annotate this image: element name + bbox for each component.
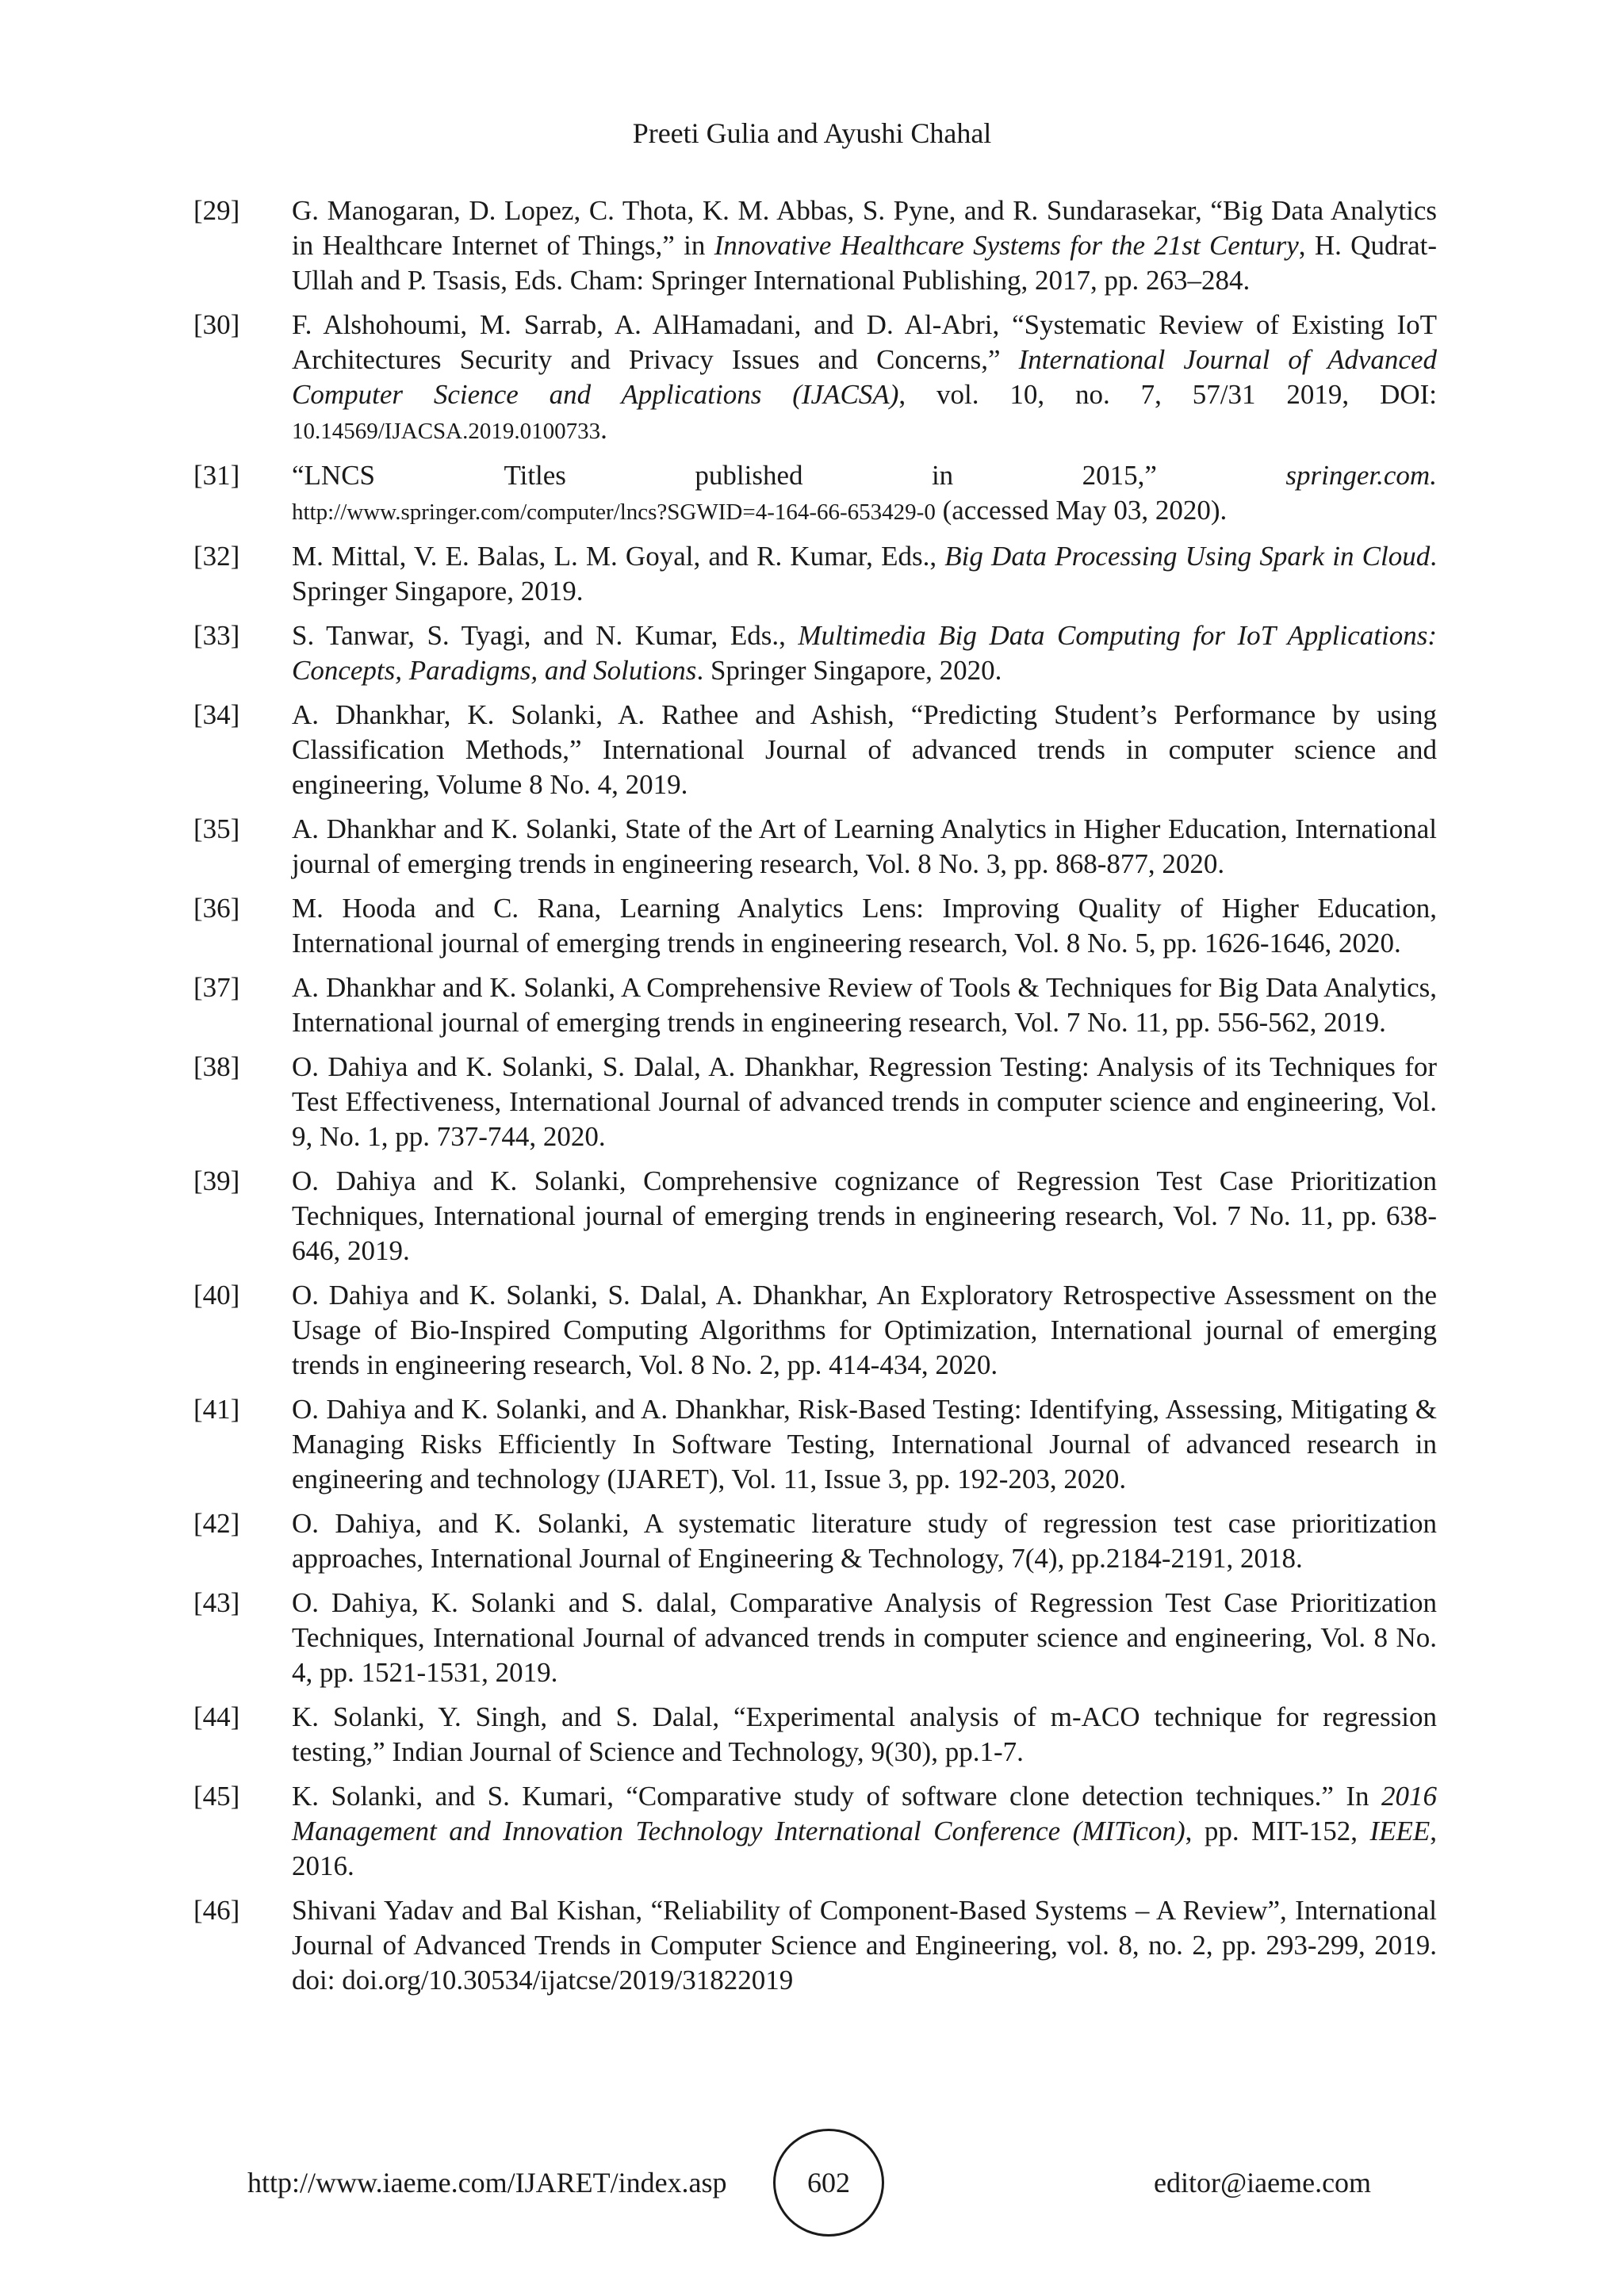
reference-number: [45] — [193, 1781, 240, 1812]
reference-segment: . — [600, 414, 607, 445]
reference-word: published — [695, 460, 803, 491]
running-header: Preeti Gulia and Ayushi Chahal — [632, 117, 992, 149]
reference-segment: , H. Qudrat-Ullah and P. Tsasis, Eds. Cham: Springer International Publishing, 2017, pp. 263–284. — [292, 230, 1438, 296]
reference-segment: A. Dhankhar, K. Solanki, A. Rathee and Ashish, “Predicting Student’s Performance by using Classification Methods,” International Journal of advanced trends in computer science and engineering, Volume 8 No. 4, 2019. — [292, 699, 1437, 800]
reference-text — [292, 1506, 1437, 1576]
reference-body — [292, 1164, 1437, 1269]
reference-body — [292, 1700, 1437, 1770]
reference-body — [292, 193, 1437, 298]
reference-segment: A. Dhankhar and K. Solanki, A Comprehensive Review of Tools & Techniques for Big Data Analytics, International journal of emerging trends in engineering research, Vol. 7 No. 11, pp. 556-562, 2019. — [292, 972, 1437, 1038]
reference-segment: http://www.springer.com/computer/lncs?SGWID=4-164-66-653429-0 — [292, 499, 936, 525]
reference-number: [44] — [193, 1701, 240, 1732]
reference-segment: O. Dahiya and K. Solanki, S. Dalal, A. Dhankhar, An Exploratory Retrospective Assessment on the Usage of Bio-Inspired Computing Algorithms for Optimization, International journal of emerging trends in engineering research, Vol. 8 No. 2, pp. 414-434, 2020. — [292, 1280, 1437, 1380]
reference-segment: O. Dahiya, K. Solanki and S. dalal, Comparative Analysis of Regression Test Case Prioritization Techniques, International Journal of advanced trends in computer science and engineering, Vol. 8 No. 4, pp. 1521-1531, 2019. — [292, 1587, 1437, 1688]
reference-text — [292, 1586, 1437, 1690]
reference-number: [30] — [193, 309, 240, 340]
reference-segment: K. Solanki, Y. Singh, and S. Dalal, “Experimental analysis of m-ACO technique for regression testing,” Indian Journal of Science and Technology, 9(30), pp.1-7. — [292, 1701, 1437, 1767]
reference-body — [292, 1779, 1437, 1884]
reference-number: [42] — [193, 1508, 240, 1539]
reference-segment: M. Hooda and C. Rana, Learning Analytics Lens: Improving Quality of Higher Education, International journal of emerging trends in engineering research, Vol. 8 No. 5, pp. 1626-1646, 2020. — [292, 893, 1437, 959]
reference-item — [193, 1050, 1437, 1154]
reference-segment: K. Solanki, and S. Kumari, “Comparative study of software clone detection techniques.” In — [292, 1781, 1381, 1812]
reference-word: 2015,” — [1082, 460, 1157, 491]
reference-italic-segment: Big Data Processing Using Spark in Cloud — [944, 541, 1431, 572]
reference-item — [193, 1779, 1437, 1884]
reference-segment: , pp. MIT-152, — [1185, 1816, 1370, 1846]
reference-text — [292, 1779, 1437, 1884]
reference-body — [292, 1893, 1437, 1998]
reference-item — [193, 618, 1437, 688]
reference-italic-segment: Multimedia Big Data Computing for IoT Applications: Concepts, Paradigms, and Solutions — [292, 620, 1438, 686]
reference-spread-line — [292, 458, 1437, 493]
reference-text — [292, 891, 1437, 961]
reference-text — [292, 1278, 1437, 1383]
reference-text — [292, 812, 1437, 882]
reference-text — [292, 1893, 1437, 1998]
reference-italic-segment: IEEE — [1369, 1816, 1431, 1846]
reference-text — [292, 618, 1437, 688]
reference-body — [292, 1392, 1437, 1497]
reference-segment: (accessed May 03, 2020). — [935, 495, 1228, 526]
reference-body — [292, 698, 1437, 802]
reference-item — [193, 698, 1437, 802]
reference-number: [33] — [193, 620, 240, 651]
reference-segment: O. Dahiya and K. Solanki, and A. Dhankhar, Risk-Based Testing: Identifying, Assessing, Mitigating & Managing Risks Efficiently In Software Testing, International Journal of advanced research in engineering and technology (IJARET), Vol. 11, Issue 3, pp. 192-203, 2020. — [292, 1394, 1437, 1494]
reference-segment: M. Mittal, V. E. Balas, L. M. Goyal, and R. Kumar, Eds., — [292, 541, 945, 572]
reference-item — [193, 812, 1437, 882]
page-number-circle — [773, 2129, 884, 2237]
reference-number: [36] — [193, 893, 240, 924]
reference-number: [31] — [193, 460, 240, 491]
footer-email[interactable]: editor@iaeme.com — [1154, 2167, 1372, 2198]
reference-number: [43] — [193, 1587, 240, 1618]
reference-number: [46] — [193, 1895, 240, 1926]
reference-segment: S. Tanwar, S. Tyagi, and N. Kumar, Eds., — [292, 620, 799, 651]
reference-segment: G. Manogaran, D. Lopez, C. Thota, K. M. Abbas, S. Pyne, and R. Sundarasekar, “Big Data Analytics in Healthcare Internet of Things,” in — [292, 195, 1437, 261]
reference-segment: Shivani Yadav and Bal Kishan, “Reliability of Component-Based Systems – A Review”, International Journal of Advanced Trends in Computer Science and Engineering, vol. 8, no. 2, pp. 293-299, 2019. doi: doi.org/10.30534/ijatcse/2019/31822019 — [292, 1895, 1437, 1996]
reference-item — [193, 1392, 1437, 1497]
reference-segment: O. Dahiya, and K. Solanki, A systematic literature study of regression test case prioritization approaches, International Journal of Engineering & Technology, 7(4), pp.2184-2191, 2018. — [292, 1508, 1437, 1574]
reference-text — [292, 1050, 1437, 1154]
reference-item — [193, 1586, 1437, 1690]
reference-word: “LNCS — [292, 460, 375, 491]
reference-italic-segment: International Journal of Advanced Computer Science and Applications (IJACSA) — [292, 344, 1437, 410]
reference-word: in — [931, 460, 954, 491]
reference-number: [32] — [193, 541, 240, 572]
reference-segment: , vol. 10, no. 7, 57/31 2019, DOI: — [898, 379, 1438, 410]
reference-number: [37] — [193, 972, 240, 1003]
reference-item — [193, 1893, 1437, 1998]
reference-body — [292, 493, 1437, 530]
reference-body — [292, 1050, 1437, 1154]
reference-body — [292, 891, 1437, 961]
reference-number: [29] — [193, 195, 240, 226]
reference-text — [292, 458, 1437, 530]
reference-item — [193, 193, 1437, 298]
reference-word: springer.com. — [1285, 460, 1437, 491]
reference-body — [292, 1506, 1437, 1576]
reference-segment: F. Alshohoumi, M. Sarrab, A. AlHamadani, and D. Al-Abri, “Systematic Review of Existing IoT Architectures Security and Privacy Issues and Concerns,” — [292, 309, 1437, 375]
reference-segment: . Springer Singapore, 2020. — [696, 655, 1002, 686]
reference-text — [292, 193, 1437, 298]
reference-text — [292, 539, 1437, 609]
reference-segment: O. Dahiya and K. Solanki, Comprehensive cognizance of Regression Test Case Prioritization Techniques, International journal of emerging trends in engineering research, Vol. 7 No. 11, pp. 638-646, 2019. — [292, 1165, 1437, 1266]
reference-body — [292, 1586, 1437, 1690]
reference-text — [292, 1164, 1437, 1269]
reference-text — [292, 1700, 1437, 1770]
reference-body — [292, 618, 1437, 688]
reference-body — [292, 308, 1437, 449]
reference-number: [40] — [193, 1280, 240, 1311]
reference-segment: 10.14569/IJACSA.2019.0100733 — [292, 419, 601, 444]
reference-italic-segment: Innovative Healthcare Systems for the 21st Century — [714, 230, 1299, 261]
reference-number: [39] — [193, 1165, 240, 1196]
reference-number: [38] — [193, 1051, 240, 1082]
reference-segment: O. Dahiya and K. Solanki, S. Dalal, A. Dhankhar, Regression Testing: Analysis of its Techniques for Test Effectiveness, International Journal of advanced trends in computer science and engineering, Vol. 9, No. 1, pp. 737-744, 2020. — [292, 1051, 1437, 1152]
reference-text — [292, 1392, 1437, 1497]
page-footer — [0, 2129, 1624, 2240]
reference-segment: A. Dhankhar and K. Solanki, State of the Art of Learning Analytics in Higher Education, International journal of emerging trends in engineering research, Vol. 8 No. 3, pp. 868-877, 2020. — [292, 813, 1437, 879]
reference-item — [193, 1700, 1437, 1770]
reference-item — [193, 458, 1437, 530]
reference-body — [292, 1278, 1437, 1383]
reference-number: [41] — [193, 1394, 240, 1425]
reference-italic-segment: 2016 Management and Innovation Technology International Conference (MITicon) — [292, 1781, 1437, 1846]
reference-segment: , 2016. — [292, 1816, 1437, 1881]
reference-list — [193, 193, 1437, 2007]
page-number: 602 — [807, 2167, 850, 2198]
reference-text — [292, 970, 1437, 1040]
reference-segment: . Springer Singapore, 2019. — [292, 541, 1437, 607]
reference-text — [292, 308, 1437, 449]
reference-item — [193, 891, 1437, 961]
reference-number: [34] — [193, 699, 240, 730]
reference-word: Titles — [504, 460, 566, 491]
reference-body — [292, 970, 1437, 1040]
reference-item — [193, 308, 1437, 449]
reference-body — [292, 539, 1437, 609]
reference-item — [193, 539, 1437, 609]
reference-number: [35] — [193, 813, 240, 844]
reference-item — [193, 1164, 1437, 1269]
reference-item — [193, 970, 1437, 1040]
footer-url[interactable]: http://www.iaeme.com/IJARET/index.asp — [247, 2167, 727, 2198]
reference-item — [193, 1278, 1437, 1383]
reference-text — [292, 698, 1437, 802]
reference-body — [292, 812, 1437, 882]
reference-item — [193, 1506, 1437, 1576]
